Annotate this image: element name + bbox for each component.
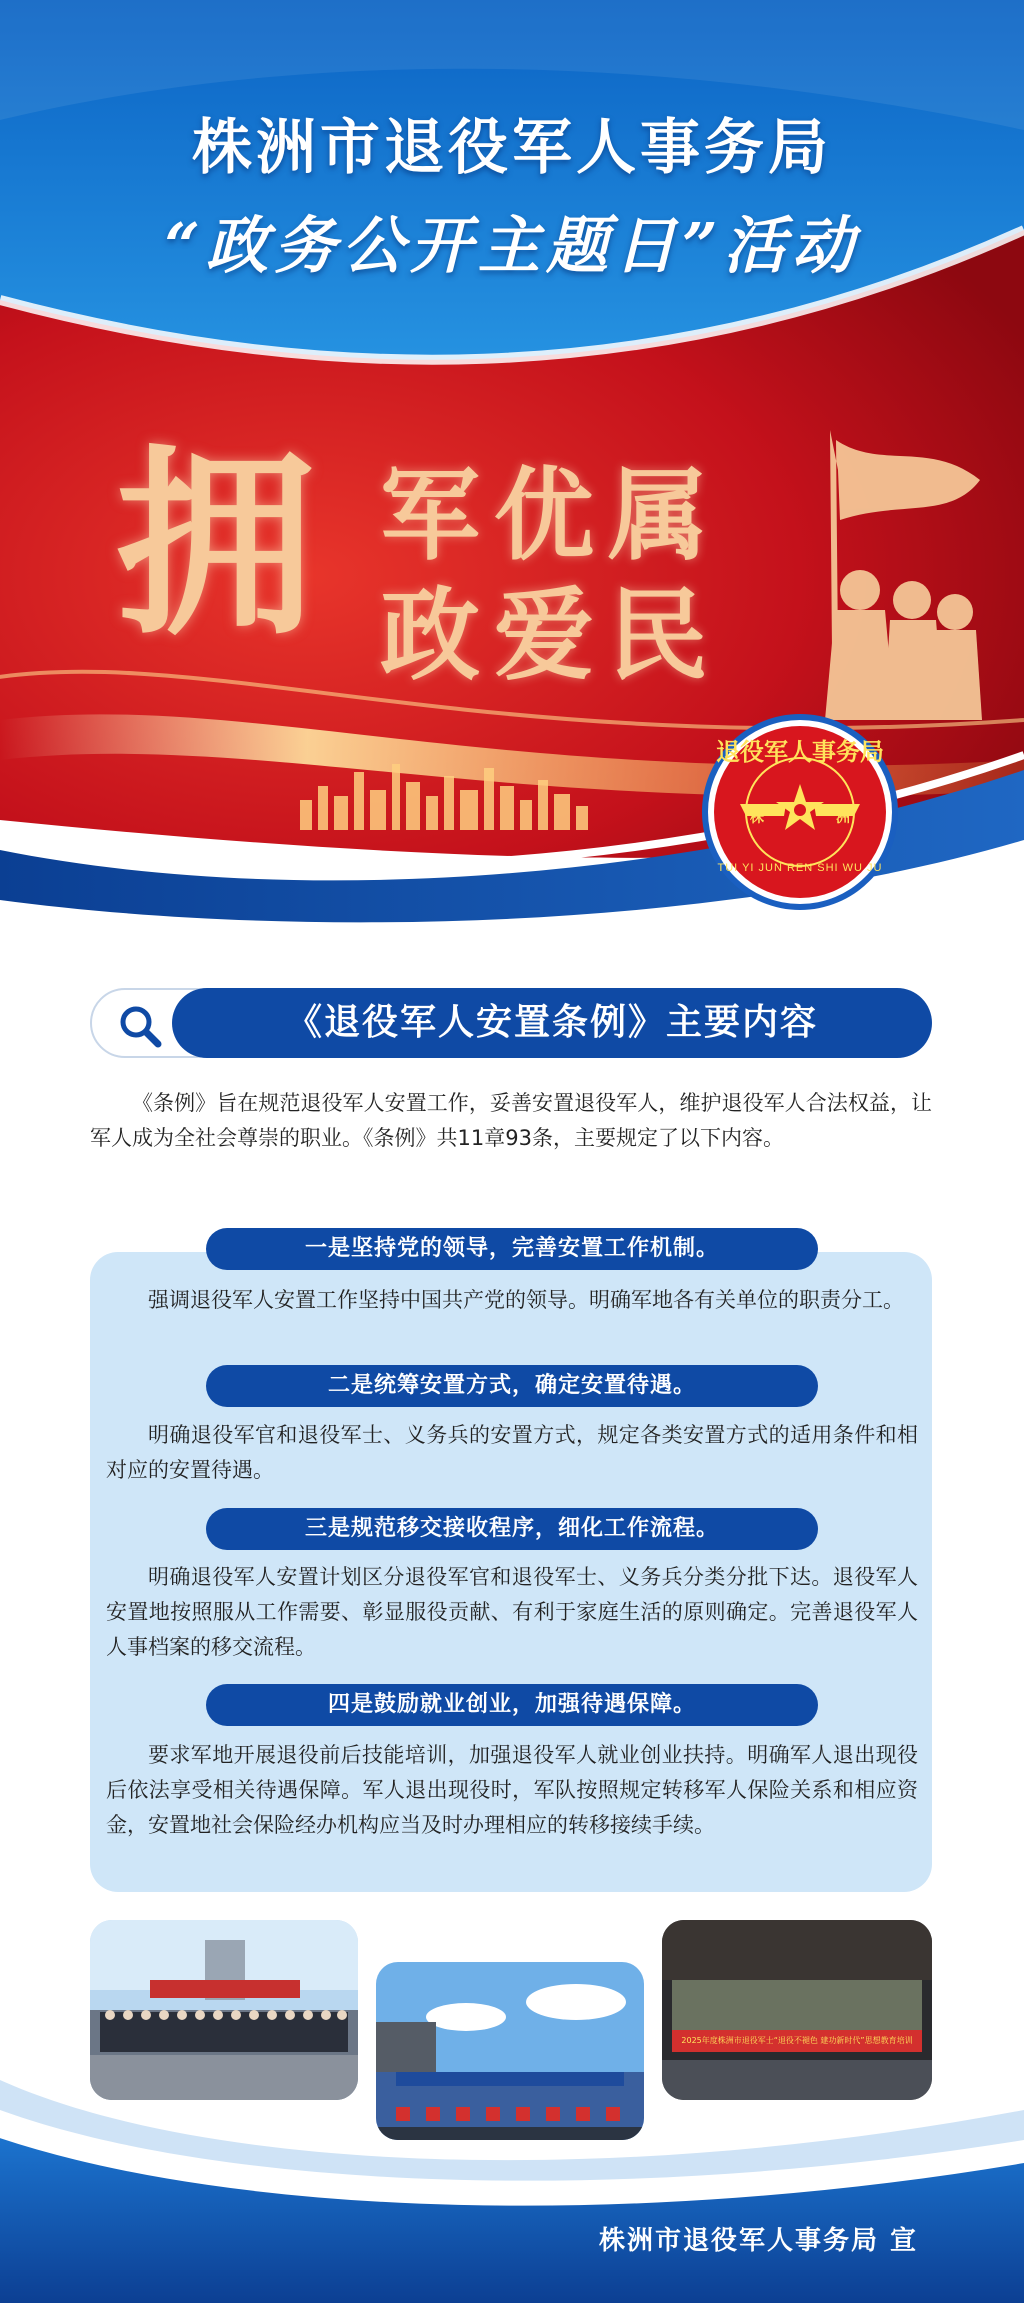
point-3-heading: 三是规范移交接收程序，细化工作流程。: [206, 1508, 818, 1550]
slogan-line-2: 政爱民: [380, 576, 722, 694]
section-title-bar: [90, 988, 932, 1058]
point-4-heading: 四是鼓励就业创业，加强待遇保障。: [206, 1684, 818, 1726]
point-1-heading: 一是坚持党的领导，完善安置工作机制。: [206, 1228, 818, 1270]
org-title: 株洲市退役军人事务局: [192, 113, 832, 183]
training-banner-text: 2025年度株洲市退役军士“退役不褪色 建功新时代”思想教育培训: [681, 2036, 913, 2045]
emblem-pinyin: TUI YI JUN REN SHI WU JU: [717, 862, 883, 874]
intro-paragraph: 《条例》旨在规范退役军人安置工作，妥善安置退役军人，维护退役军人合法权益，让军人成为全社会尊崇的职业。《条例》共11章93条，主要规定了以下内容。: [90, 1091, 932, 1150]
slogan-big-char: 拥: [114, 427, 315, 662]
point-3-body: 明确退役军人安置计划区分退役军官和退役军士、义务兵分类分批下达。退役军人安置地按照服从工作需要、彰显服役贡献、有利于家庭生活的原则确定。完善退役军人人事档案的移交流程。: [106, 1565, 918, 1659]
point-2-heading: 二是统筹安置方式，确定安置待遇。: [206, 1365, 818, 1407]
point-2-body: 明确退役军官和退役军士、义务兵的安置方式，规定各类安置方式的适用条件和相对应的安置待遇。: [106, 1423, 918, 1482]
point-4-body: 要求军地开展退役前后技能培训，加强退役军人就业创业扶持。明确军人退出现役后依法享受相关待遇保障。军人退出现役时，军队按照规定转移军人保险关系和相应资金，安置地社会保险经办机构应当及时办理相应的转移接续手续。: [106, 1743, 918, 1837]
section-title: 《退役军人安置条例》主要内容: [172, 988, 932, 1058]
hero-banner: [0, 0, 1024, 930]
footer-band: [0, 2040, 1024, 2303]
slogan-line-1: 军优属: [380, 456, 722, 574]
veterans-bureau-emblem: [700, 712, 900, 912]
footer-credit: 株洲市退役军人事务局 宣: [598, 2226, 918, 2256]
event-title: “政务公开主题日”活动: [164, 209, 860, 282]
emblem-left-char: 株: [750, 810, 764, 826]
emblem-name: 退役军人事务局: [716, 737, 884, 766]
search-icon: [116, 1002, 164, 1050]
footer-wave: [0, 2040, 1024, 2303]
emblem-right-char: 洲: [836, 810, 850, 826]
point-1-body: 强调退役军人安置工作坚持中国共产党的领导。明确军地各有关单位的职责分工。: [148, 1288, 904, 1312]
